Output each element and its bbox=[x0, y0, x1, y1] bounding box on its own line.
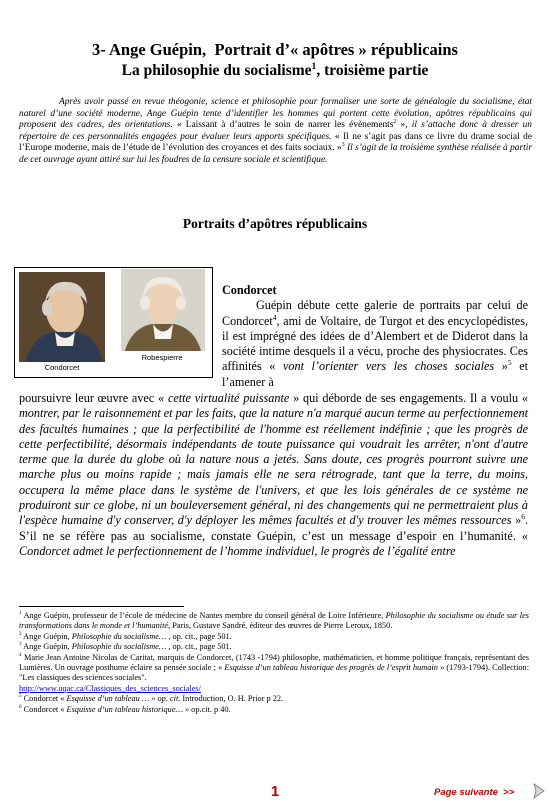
intro-text: Après avoir passé en revue théogonie, science et philosophie pour formaliser une sorte de généalogie du socialisme, état naturel d’une société moderne, Ange Guépin tente d’identifier les hommes qui portent cette évolution, apôtres républicains qui proposent des cadres, des orientations. bbox=[19, 97, 532, 131]
footnote-text: Condorcet « bbox=[21, 704, 65, 714]
footnote-text: , op. cit., page 501. bbox=[166, 642, 232, 652]
footnote-title: Philosophie du socialisme… bbox=[69, 642, 167, 652]
footnote-number: 3 bbox=[19, 641, 22, 648]
robespierre-portrait bbox=[121, 269, 205, 351]
page-number: 1 bbox=[270, 783, 280, 800]
intro-quote: « Laissant à d’autres le soin de narrer les évènements bbox=[176, 120, 394, 131]
footnote-text: » (1793-1794). Collection: "Les classiques des sciences sociales". bbox=[19, 663, 529, 683]
title-prefix: 3- Ange Guépin, bbox=[92, 40, 207, 59]
footnote-text: , op. cit., page 501. bbox=[166, 631, 232, 641]
footnote-5 bbox=[19, 694, 529, 704]
footnote-6 bbox=[19, 705, 529, 715]
footnote-title: Philosophie du socialisme ou étude sur les transformations dans le monde et l’humanité bbox=[19, 611, 529, 631]
section-heading: Portraits d’apôtres républicains bbox=[182, 216, 368, 231]
body-quote: Condorcet admet le perfectionnement de l’homme individuel, le progrès de l’égalité entre bbox=[19, 543, 456, 558]
footnote-ref: 6 bbox=[521, 512, 525, 522]
intro-quote: « Il ne s’agit pas dans ce livre du drame social de l’Europe moderne, mais de l’étude de l’évolution des croyances et des faits sociaux. » bbox=[19, 131, 532, 154]
body-quote: montrer, par le raisonnement et par les faits, que la nature n'a marqué aucun terme au perfectionnement des facultés humaines ; que la perfectibilité de l'homme est réellement indéfinie ; que les progrès de cette perfectibilité, désormais indépendants de toute puissance qui voudrait les arrêter, n'ont d'autre terme que la durée du globe où la nature nous a jetés. Sans doute, ces progrès pourront suivre une marche plus ou moins rapide ; mais jamais elle ne sera rétrograde, tant que la terre, du moins, occupera la même place dans le système de l'univers, et que les lois générales de ce système ne produiront sur ce globe, ni un bouleversement général, ni des changements qui ne permettraient plus à l'espèce humaine d'y conserver, d'y déployer les mêmes facultés et d'y trouver les mêmes ressources bbox=[19, 406, 528, 528]
body-text: , ami de Voltaire, de Turgot et des encyclopédistes, il est imprégné des idées de d’Alembert et de Diderot dans la société intime desquels il a vécu, proche des physiocrates. Ces affinités « bbox=[222, 313, 528, 374]
subtitle-main: La philosophie du socialisme bbox=[121, 62, 312, 79]
footnote-text: op.cit. p 40. bbox=[189, 704, 231, 714]
body-text: Guépin débute cette galerie de portraits par celui de Condorcet bbox=[222, 298, 528, 328]
next-page-label[interactable]: Page suivante bbox=[434, 787, 498, 798]
footnote-ref: 4 bbox=[272, 312, 277, 322]
title-main: Portrait d’« apôtres » républicains bbox=[214, 40, 458, 59]
footnote-title: Philosophie du socialisme… bbox=[69, 631, 167, 641]
body-text: » bbox=[511, 513, 522, 528]
classiques-link[interactable]: http://www.uqac.ca/Classiques_des_sciences_sociales/ bbox=[19, 683, 201, 693]
body-text: et l’amener à bbox=[222, 359, 529, 389]
body-quote: cette virtualité puissante bbox=[164, 391, 290, 405]
footnote-text: Marie Jean Antoine Nicolas de Caritat, marquis de Condorcet, (1743 -1794) philosophe, mathématicien, et homme politique français, représentant des Lumières. Un ouvrage posthume éclaire sa pensée sociale ; « bbox=[19, 652, 529, 673]
footnote-ref: 2 bbox=[393, 119, 397, 126]
footnote-1 bbox=[19, 611, 529, 632]
footnotes bbox=[19, 611, 529, 715]
footnote-number: 1 bbox=[19, 610, 22, 617]
footnote-text: Ange Guépin, bbox=[21, 642, 70, 652]
next-page-chevrons[interactable]: >> bbox=[503, 787, 515, 798]
caption-condorcet: Condorcet bbox=[44, 363, 80, 372]
body-text: » qui déborde de ses engagements. Il a voulu « bbox=[289, 391, 528, 405]
body-text: » bbox=[494, 359, 508, 374]
footnote-title: Esquisse d’un tableau historique des progrès de l’esprit humain bbox=[222, 663, 438, 673]
condorcet-portrait bbox=[19, 272, 105, 362]
footnote-ref: 3 bbox=[341, 142, 345, 149]
footnote-ref: 1 bbox=[311, 60, 317, 72]
footnote-separator bbox=[19, 606, 184, 607]
portraits-figure bbox=[14, 267, 213, 378]
next-page-arrow-icon[interactable] bbox=[532, 783, 546, 799]
footnote-number: 2 bbox=[19, 631, 22, 638]
footnote-text: Condorcet « bbox=[21, 694, 65, 704]
subtitle-end: , troisième partie bbox=[316, 62, 429, 79]
footnote-text: Introduction, O. H. Prior p 22. bbox=[180, 694, 284, 704]
footnote-4 bbox=[19, 653, 529, 695]
page-title bbox=[0, 40, 550, 59]
intro-quote-end: » bbox=[396, 120, 406, 131]
footnote-2 bbox=[19, 632, 529, 642]
body-text: . S’il ne se réfère pas au socialisme, constate Guépin, c’est un message d’espoir en l’humanité. « bbox=[19, 513, 529, 543]
body-paragraph-top bbox=[222, 283, 528, 390]
footnote-text: , Paris, Gustave Sandré, éditeur des œuvres de Pierre Leroux, 1850. bbox=[168, 621, 393, 631]
body-paragraph-full bbox=[19, 391, 528, 559]
footnote-3 bbox=[19, 642, 529, 652]
body-text: poursuivre leur œuvre avec « bbox=[19, 391, 165, 405]
subsection-heading: Condorcet bbox=[222, 283, 277, 297]
body-quote: vont l’orienter vers les choses sociales bbox=[275, 359, 495, 374]
caption-robespierre: Robespierre bbox=[141, 353, 183, 362]
footnote-number: 6 bbox=[19, 703, 22, 710]
footnote-text: Ange Guépin, bbox=[21, 631, 70, 641]
page-subtitle bbox=[0, 62, 550, 80]
intro-text: Il s’agit de la troisième synthèse réalisée à partir de cet ouvrage ayant attiré sur lui les foudres de la censure sociale et scientifique. bbox=[19, 143, 532, 165]
footnote-ref: 5 bbox=[507, 358, 512, 368]
footnote-title: Esquisse d’un tableau historique… » bbox=[64, 704, 190, 714]
intro-paragraph bbox=[19, 97, 532, 167]
footnote-number: 5 bbox=[19, 693, 22, 700]
footnote-number: 4 bbox=[19, 651, 22, 658]
intro-text: , il s’attache donc à dresser un répertoire de ces personnalités engagées pour évaluer leurs apports spécifiques. bbox=[19, 120, 532, 142]
footnote-title: Esquisse d’un tableau … » op. cit. bbox=[64, 694, 181, 704]
footnote-text: Ange Guépin, professeur de l’école de médecine de Nantes membre du conseil général de Loire Inférieure, bbox=[21, 611, 384, 620]
next-page-link[interactable] bbox=[434, 787, 514, 798]
